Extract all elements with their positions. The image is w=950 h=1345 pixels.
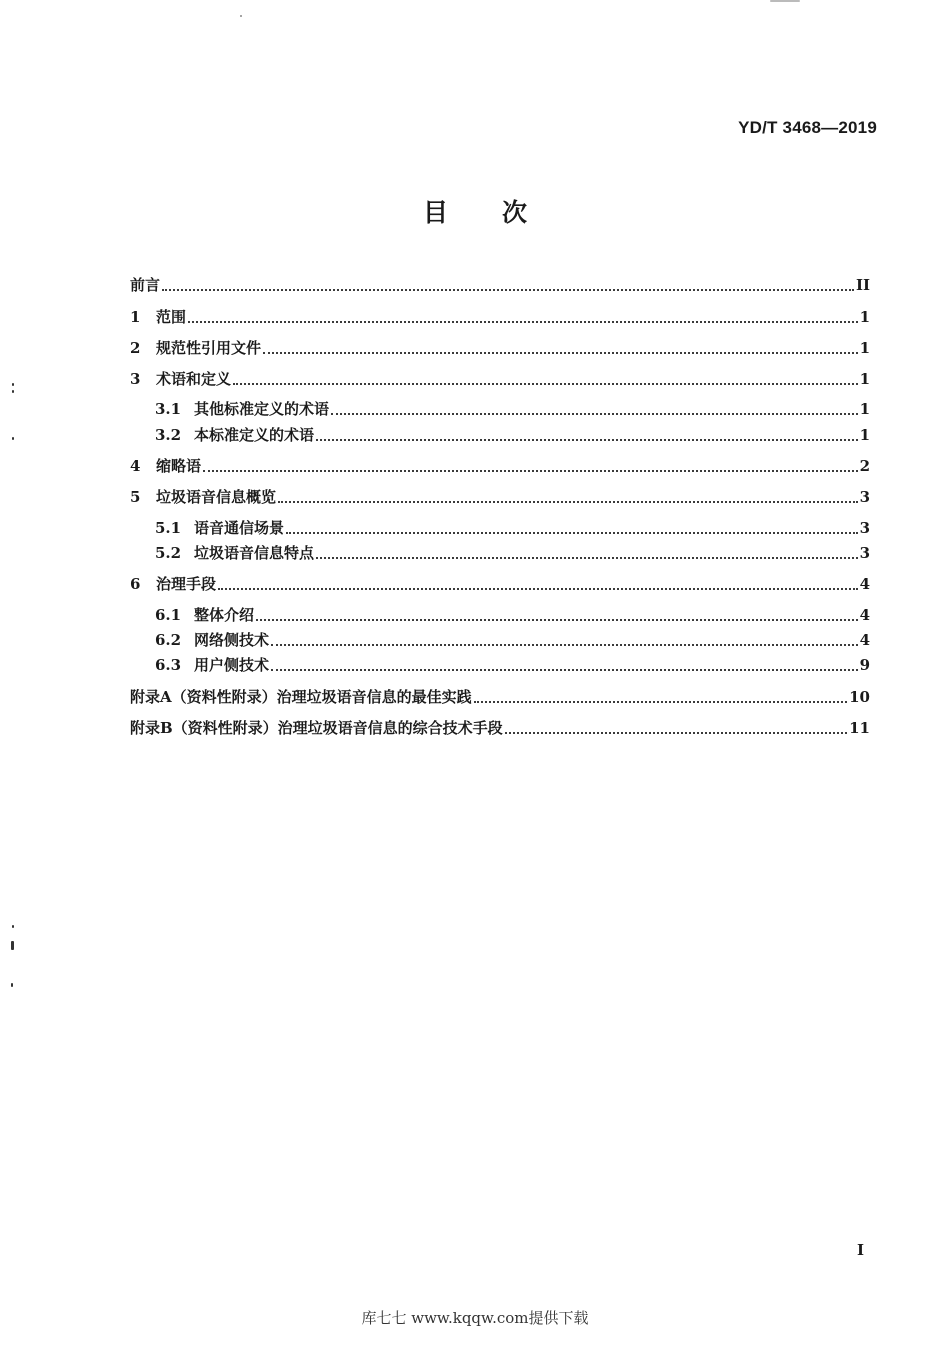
toc-entry-page: 2 xyxy=(859,457,870,475)
toc-entry-page: II xyxy=(855,276,870,294)
toc-entry-appendix-b[interactable] xyxy=(130,717,870,739)
toc-entry-6-1[interactable] xyxy=(155,604,870,626)
page-number: I xyxy=(856,1241,864,1259)
toc-entry-number: 3 xyxy=(130,370,141,388)
toc-entry-page: 4 xyxy=(859,631,870,649)
toc-entry-number: 2 xyxy=(130,339,141,357)
toc-entry-5[interactable] xyxy=(130,486,870,508)
toc-entry-number: 6.2 xyxy=(155,631,182,649)
toc-entry-foreword[interactable] xyxy=(130,274,870,296)
scan-speck xyxy=(12,383,14,386)
toc-entry-label: 附录B（资料性附录）治理垃圾语音信息的综合技术手段 xyxy=(130,719,503,737)
scan-speck xyxy=(240,15,242,17)
toc-entry-page: 9 xyxy=(859,656,870,674)
toc-entry-page: 3 xyxy=(859,488,870,506)
document-code: YD/T 3468—2019 xyxy=(738,118,877,137)
toc-entry-page: 1 xyxy=(859,308,870,326)
toc-entry-number: 1 xyxy=(130,308,141,326)
scan-speck xyxy=(770,0,800,2)
toc-entry-4[interactable] xyxy=(130,455,870,477)
toc-entry-label: 治理手段 xyxy=(156,575,217,593)
toc-entry-number: 6.1 xyxy=(155,606,182,624)
toc-entry-number: 5.2 xyxy=(155,544,182,562)
toc-entry-label: 网络侧技术 xyxy=(194,631,270,649)
toc-entry-label: 附录A（资料性附录）治理垃圾语音信息的最佳实践 xyxy=(130,688,472,706)
toc-entry-page: 3 xyxy=(859,544,870,562)
toc-title xyxy=(0,193,950,229)
scan-speck xyxy=(11,941,14,950)
toc-entry-6-2[interactable] xyxy=(155,629,870,651)
toc-entry-appendix-a[interactable] xyxy=(130,686,870,708)
toc-entry-page: 1 xyxy=(859,339,870,357)
toc-entry-number: 6.3 xyxy=(155,656,182,674)
toc-entry-6[interactable] xyxy=(130,573,870,595)
scan-speck xyxy=(11,983,13,987)
toc-entry-label: 其他标准定义的术语 xyxy=(194,400,330,418)
toc-entry-number: 3.2 xyxy=(155,426,182,444)
toc-entry-label: 缩略语 xyxy=(156,457,202,475)
toc-entry-label: 前言 xyxy=(130,276,161,294)
scan-speck xyxy=(12,390,14,393)
toc-entry-page: 1 xyxy=(859,400,870,418)
toc-entry-page: 11 xyxy=(849,719,870,737)
toc-entry-number: 5 xyxy=(130,488,141,506)
toc-entry-6-3[interactable] xyxy=(155,654,870,676)
toc-entry-number: 6 xyxy=(130,575,141,593)
toc-entry-label: 垃圾语音信息概览 xyxy=(156,488,277,506)
toc-entry-number: 3.1 xyxy=(155,400,182,418)
toc-entry-number: 4 xyxy=(130,457,141,475)
scan-speck xyxy=(12,437,14,440)
toc-entry-label: 语音通信场景 xyxy=(194,519,285,537)
toc-entry-page: 3 xyxy=(859,519,870,537)
scan-speck xyxy=(12,925,14,928)
toc-entry-page: 1 xyxy=(859,426,870,444)
toc-entry-label: 垃圾语音信息特点 xyxy=(194,544,315,562)
toc-entry-page: 10 xyxy=(849,688,870,706)
toc-title-char: 次 xyxy=(502,198,528,227)
toc-entry-number: 5.1 xyxy=(155,519,182,537)
toc-entry-label: 范围 xyxy=(156,308,187,326)
toc-entry-label: 规范性引用文件 xyxy=(156,339,262,357)
toc-entry-label: 本标准定义的术语 xyxy=(194,426,315,444)
toc-entry-5-1[interactable] xyxy=(155,517,870,539)
toc-entry-label: 术语和定义 xyxy=(156,370,232,388)
toc-entry-3-2[interactable] xyxy=(155,424,870,446)
toc-entry-label: 整体介绍 xyxy=(194,606,255,624)
toc-title-char: 目 xyxy=(422,198,448,227)
toc-entry-page: 4 xyxy=(859,606,870,624)
toc-entry-3-1[interactable] xyxy=(155,398,870,420)
toc-entry-page: 4 xyxy=(859,575,870,593)
toc-entry-page: 1 xyxy=(859,370,870,388)
toc-entry-1[interactable] xyxy=(130,306,870,328)
toc-entry-3[interactable] xyxy=(130,368,870,390)
download-footer: 库七七 www.kqqw.com提供下载 xyxy=(361,1309,589,1327)
toc-entry-label: 用户侧技术 xyxy=(194,656,270,674)
toc-entry-2[interactable] xyxy=(130,337,870,359)
toc-entry-5-2[interactable] xyxy=(155,542,870,564)
